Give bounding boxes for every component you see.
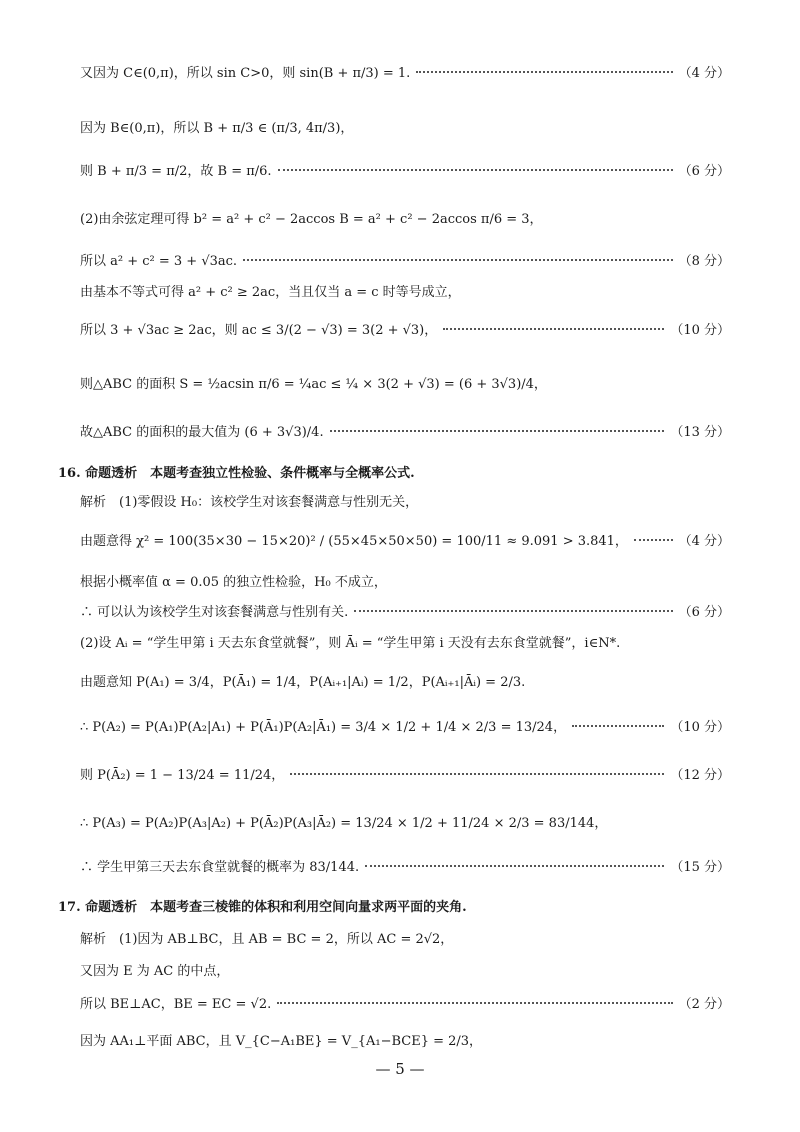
solution-line: 则 B + π/3 = π/2，故 B = π/6. （6 分） <box>80 160 730 179</box>
problem-17-heading: 17. 命题透析 本题考查三棱锥的体积和利用空间向量求两平面的夹角. <box>58 900 467 915</box>
solution-line: (2)由余弦定理可得 b² = a² + c² − 2accos B = a² + c² − 2accos π/6 = 3， <box>80 212 543 227</box>
solution-line: 所以 a² + c² = 3 + √3ac. （8 分） <box>80 250 730 269</box>
score: （6 分） <box>678 605 730 620</box>
solution-line: (2)设 Aᵢ = “学生甲第 i 天去东食堂就餐”，则 Āᵢ = “学生甲第 i 天没有去东食堂就餐”，i∈N*. <box>80 636 621 651</box>
score: （6 分） <box>678 164 730 179</box>
leader-dots <box>290 772 664 775</box>
solution-line: 由题意知 P(A₁) = 3/4，P(Ā₁) = 1/4，P(Aᵢ₊₁|Aᵢ) = 1/2，P(Aᵢ₊₁|Āᵢ) = 2/3. <box>80 675 526 690</box>
leader-dots <box>278 168 673 171</box>
leader-dots <box>277 1001 672 1004</box>
solution-line: 根据小概率值 α = 0.05 的独立性检验，H₀ 不成立， <box>80 575 387 590</box>
leader-dots <box>634 538 673 541</box>
problem-16-heading: 16. 命题透析 本题考查独立性检验、条件概率与全概率公式. <box>58 466 415 481</box>
leader-dots <box>416 70 672 73</box>
leader-dots <box>365 864 664 867</box>
solution-line: 解析 (1)因为 AB⊥BC，且 AB = BC = 2，所以 AC = 2√2， <box>80 932 454 947</box>
solution-line: ∴ 可以认为该校学生对该套餐满意与性别有关. （6 分） <box>80 601 730 620</box>
leader-dots <box>330 429 665 432</box>
leader-dots <box>354 609 672 612</box>
solution-line: 解析 (1)零假设 H₀：该校学生对该套餐满意与性别无关， <box>80 495 419 510</box>
score: （15 分） <box>670 860 730 875</box>
score: （12 分） <box>670 768 730 783</box>
leader-dots <box>572 724 664 727</box>
score: （8 分） <box>678 254 730 269</box>
leader-dots <box>243 258 673 261</box>
solution-line: 由基本不等式可得 a² + c² ≥ 2ac，当且仅当 a = c 时等号成立， <box>80 285 461 300</box>
solution-line: 又因为 C∈(0,π)，所以 sin C>0，则 sin(B + π/3) = 1. （4 分） <box>80 62 730 81</box>
solution-line: 则 P(Ā₂) = 1 − 13/24 = 11/24， （12 分） <box>80 764 730 783</box>
solution-line: 又因为 E 为 AC 的中点， <box>80 964 230 979</box>
solution-line: 所以 BE⊥AC，BE = EC = √2. （2 分） <box>80 993 730 1012</box>
solution-line: 由题意得 χ² = 100(35×30 − 15×20)² / (55×45×50×50) = 100/11 ≈ 9.091 > 3.841， （4 分） <box>80 530 730 549</box>
score: （2 分） <box>678 997 730 1012</box>
solution-line: 则△ABC 的面积 S = ½acsin π/6 = ¼ac ≤ ¼ × 3(2 + √3) = (6 + 3√3)/4， <box>80 377 547 392</box>
score: （10 分） <box>670 323 730 338</box>
solution-line: ∴ P(A₃) = P(A₂)P(A₃|A₂) + P(Ā₂)P(A₃|Ā₂) = 13/24 × 1/2 + 11/24 × 2/3 = 83/144， <box>80 816 608 831</box>
solution-line: ∴ P(A₂) = P(A₁)P(A₂|A₁) + P(Ā₁)P(A₂|Ā₁) = 3/4 × 1/2 + 1/4 × 2/3 = 13/24， （10 分） <box>80 716 730 735</box>
score: （13 分） <box>670 425 730 440</box>
leader-dots <box>443 327 664 330</box>
solution-line: 故△ABC 的面积的最大值为 (6 + 3√3)/4. （13 分） <box>80 421 730 440</box>
solution-line: ∴ 学生甲第三天去东食堂就餐的概率为 83/144. （15 分） <box>80 856 730 875</box>
score: （4 分） <box>678 66 730 81</box>
score: （4 分） <box>678 534 730 549</box>
solution-line: 因为 B∈(0,π)，所以 B + π/3 ∈ (π/3, 4π/3)， <box>80 121 354 136</box>
solution-line: 因为 AA₁⊥平面 ABC，且 V_{C−A₁BE} = V_{A₁−BCE} = 2/3， <box>80 1034 483 1049</box>
score: （10 分） <box>670 720 730 735</box>
solution-line: 所以 3 + √3ac ≥ 2ac，则 ac ≤ 3/(2 − √3) = 3(2 + √3)， （10 分） <box>80 319 730 338</box>
page-number: — 5 — <box>375 1060 425 1078</box>
